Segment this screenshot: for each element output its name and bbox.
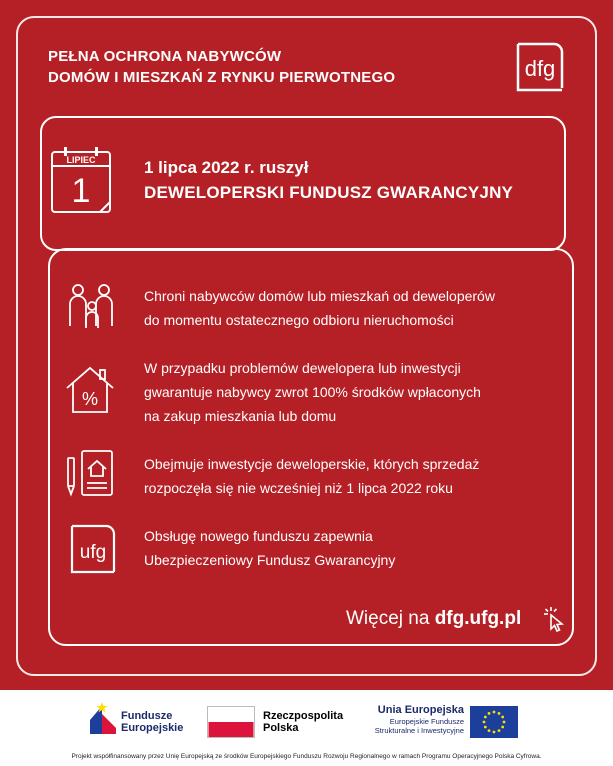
- item-2-line2: gwarantuje nabywcy zwrot 100% środków wpłaconych: [144, 384, 481, 400]
- family-icon: [66, 282, 118, 334]
- eu-text: [372, 704, 464, 735]
- header-title-line1: PEŁNA OCHRONA NABYWCÓW: [48, 48, 282, 65]
- calendar-icon: [50, 146, 114, 216]
- house-percent-icon: [64, 364, 116, 416]
- eu-star: [503, 721, 506, 724]
- eu-sub2: Strukturalne i Inwestycyjne: [374, 726, 464, 735]
- item-2-text: [144, 356, 481, 428]
- announcement-line1: 1 lipca 2022 r. ruszył: [144, 158, 309, 177]
- item-3-text: [144, 452, 479, 500]
- ufg-logo-text: ufg: [79, 542, 107, 563]
- eu-star: [501, 716, 504, 719]
- item-1-text: [144, 284, 495, 332]
- eu-star: [488, 712, 491, 715]
- eu-star: [484, 716, 487, 719]
- fundusze-europejskie-logo-icon: [88, 700, 118, 736]
- item-4-line1: Obsługę nowego funduszu zapewnia: [144, 528, 373, 544]
- more-info-link[interactable]: dfg.ufg.pl: [434, 608, 522, 629]
- eu-star: [501, 726, 504, 729]
- calendar-day: 1: [71, 172, 91, 210]
- dfg-logo-text: dfg: [524, 56, 556, 81]
- eu-star: [488, 729, 491, 732]
- item-3-line2: rozpoczęła się nie wcześniej niż 1 lipca 2022 roku: [144, 480, 453, 496]
- pl-line2: Polska: [263, 722, 299, 734]
- more-info-prefix: Więcej na: [346, 608, 435, 629]
- eu-title: Unia Europejska: [377, 704, 464, 716]
- eu-star: [493, 711, 496, 714]
- announcement-line2: DEWELOPERSKI FUNDUSZ GWARANCYJNY: [144, 183, 514, 202]
- item-2-line1: W przypadku problemów dewelopera lub inwestycji: [144, 360, 461, 376]
- eu-star: [498, 729, 501, 732]
- header-title: [48, 46, 395, 88]
- eu-star: [483, 721, 486, 724]
- eu-flag-icon: [470, 706, 518, 738]
- item-4-line2: Ubezpieczeniowy Fundusz Gwarancyjny: [144, 552, 396, 568]
- more-info: [346, 608, 521, 630]
- rzeczpospolita-text: [263, 710, 343, 734]
- polish-flag-icon: [207, 706, 255, 738]
- fe-line2: Europejskie: [121, 722, 184, 734]
- pl-line1: Rzeczpospolita: [263, 710, 344, 722]
- svg-text:%: %: [81, 389, 99, 409]
- contract-icon: [66, 448, 118, 500]
- header-title-line2: DOMÓW I MIESZKAŃ Z RYNKU PIERWOTNEGO: [48, 69, 396, 86]
- ufg-logo-icon: [68, 524, 120, 576]
- calendar-month: LIPIEC: [66, 155, 96, 165]
- eu-star: [498, 712, 501, 715]
- item-1-line1: Chroni nabywców domów lub mieszkań od deweloperów: [144, 288, 495, 304]
- item-3-line1: Obejmuje inwestycje deweloperskie, których sprzedaż: [144, 456, 480, 472]
- eu-star: [484, 726, 487, 729]
- fe-line1: Fundusze: [121, 710, 173, 722]
- item-4-text: [144, 524, 395, 572]
- eu-star: [493, 731, 496, 734]
- eu-sub1: Europejskie Fundusze: [389, 717, 464, 726]
- disclaimer: Projekt współfinansowany przez Unię Europejską ze środków Europejskiego Funduszu Rozwoju Regionalnego w ramach Programu Operacyjnego Polska Cyfrowa.: [71, 753, 542, 760]
- dfg-logo-icon: [514, 42, 566, 92]
- item-2-line3: na zakup mieszkania lub domu: [144, 408, 337, 424]
- fundusze-europejskie-text: [121, 710, 183, 734]
- item-1-line2: do momentu ostatecznego odbioru nieruchomości: [144, 312, 454, 328]
- cursor-click-icon: [542, 606, 566, 632]
